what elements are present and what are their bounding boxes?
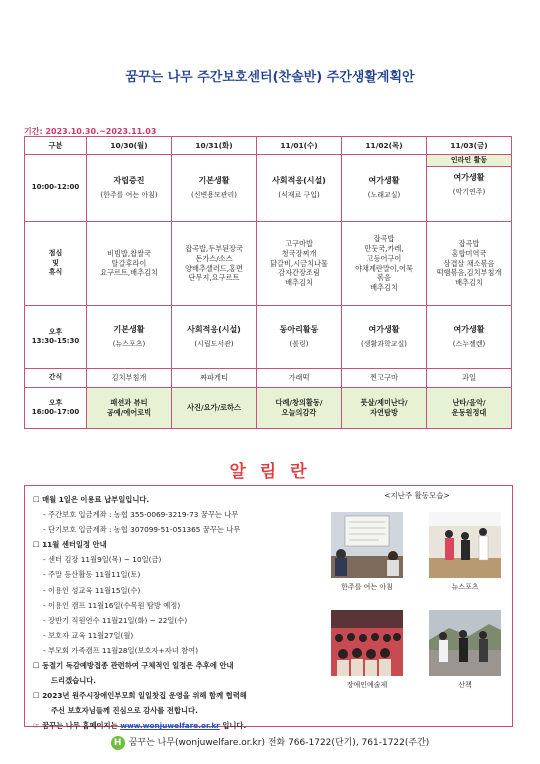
page-title: 꿈꾸는 나무 주간보호센터(찬솔반) 주간생활계획안 [125, 70, 415, 85]
activity-cell [342, 306, 427, 369]
snack-cell: 찐고구마 [342, 369, 427, 388]
menu-cell: 잡곡밥,두부된장국 돈가스/소스 양배추샐러드,홍면 단무지,요구르트 [172, 222, 257, 306]
notice-line: ☐ 매월 1일은 이용료 납부일입니다. [33, 495, 150, 504]
activity-detail: (한주를 여는 아침) [100, 190, 158, 199]
activity-detail: (뉴스포츠) [112, 339, 146, 348]
activity-cell [257, 155, 342, 222]
row-label: 10:00-12:00 [25, 155, 87, 222]
online-activity-label: 인라인 활동 [427, 155, 511, 167]
activity-cell [342, 155, 427, 222]
footer-contact: 꿈꾸는 나무(wonjuwelfare.or.kr) 전화 766-1722(단기), 761-1722(주간) [128, 738, 430, 748]
activity-detail: (스누젤렌) [452, 339, 486, 348]
row-label: 오후 16:00-17:00 [25, 388, 87, 429]
photo-new-sports [429, 512, 501, 578]
day-header: 11/01(수) [257, 137, 342, 155]
schedule-row-afternoon [25, 306, 512, 369]
snack-cell: 짜파게티 [172, 369, 257, 388]
snack-cell: 가래떡 [257, 369, 342, 388]
program-cell: 난타/음악/ 운동원정대 [427, 388, 512, 429]
activity-cell [172, 155, 257, 222]
photo-art-festival [331, 610, 403, 676]
homepage-link[interactable]: www.wonjuwelfare.or.kr [120, 721, 220, 731]
activity-detail: (생활과학교실) [360, 339, 408, 348]
center-logo-icon: H [111, 736, 125, 750]
notice-line: - 이용인 캠프 11월16일(수목원 탐방 예정) [43, 600, 181, 610]
activity-cell [427, 155, 512, 222]
photo-caption: 장애인예술제 [346, 681, 388, 689]
activity-detail: (볼링) [289, 339, 309, 348]
activity-detail: (신변용모관리) [190, 190, 238, 199]
activity-title: 사회적응(시설) [187, 324, 241, 334]
activity-cell [87, 155, 172, 222]
notice-box [24, 485, 513, 731]
photo-walk [429, 610, 501, 676]
menu-cell: 잡곡밥 홍합미역국 삼겹살 채소볶음 떡햄볶음,김치부침개 배추김치 [427, 222, 512, 306]
activity-cell [172, 306, 257, 369]
photo-caption: 산책 [458, 681, 472, 689]
row-label: 오후 13:30-15:30 [25, 306, 87, 369]
activity-cell [427, 306, 512, 369]
notice-title: 알 림 란 [229, 462, 311, 482]
notice-lines [33, 492, 331, 734]
notice-line: - 주말 등산활동 11월11일(토) [43, 570, 141, 580]
photo-caption: 뉴스포츠 [451, 583, 479, 591]
program-cell: 패션과 뷰티 공예/에어로빅 [87, 388, 172, 429]
notice-line: ☐ 동절기 독감예방접종 관련하여 구체적인 일정은 추후에 안내 [33, 661, 234, 671]
photo-morning-meeting [331, 512, 403, 578]
period-label: 기간: 2023.10.30.~2023.11.03 [24, 127, 157, 136]
activity-detail: (시립도서관) [194, 339, 234, 348]
photo-gallery [325, 490, 509, 722]
activity-title: 동아리활동 [279, 324, 319, 334]
corner-cell: 구분 [25, 137, 87, 155]
schedule-row-snack [25, 369, 512, 388]
activity-detail: (노래교실) [367, 190, 401, 199]
menu-cell: 비빔밥,찹쌀국 탈갈후라이 요구르트,배추김치 [87, 222, 172, 306]
activity-detail: (악기연주) [452, 188, 486, 197]
schedule-header-row [25, 137, 512, 155]
activity-title: 여가생활 [368, 175, 400, 185]
day-header: 10/30(월) [87, 137, 172, 155]
schedule-row-morning [25, 155, 512, 222]
activity-title: 자립증진 [113, 175, 145, 185]
notice-line: - 이용인 성교육 11월15일(수) [43, 585, 141, 595]
row-label: 점심 및 휴식 [25, 222, 87, 306]
activity-title: 여가생활 [453, 324, 485, 334]
notice-line: - 보호자 교육 11월27일(월) [43, 630, 134, 640]
day-header: 11/02(목) [342, 137, 427, 155]
schedule-row-lunch [25, 222, 512, 306]
program-cell: 다례/창의활동/ 오늘의감각 [257, 388, 342, 429]
notice-line: - 주간보호 입금계좌 : 농협 355-0069-3219-73 꿈꾸는 나무 [43, 510, 239, 520]
snack-cell: 과일 [427, 369, 512, 388]
gallery-title: <지난주 활동모습> [384, 491, 450, 500]
footer [0, 735, 540, 750]
activity-title: 여가생활 [368, 324, 400, 334]
photo-caption: 한주를 여는 아침 [341, 583, 393, 591]
activity-title: 기본생활 [198, 175, 230, 185]
homepage-suffix: 입니다. [222, 721, 247, 731]
activity-detail: (식재료 구입) [278, 190, 320, 199]
day-header: 10/31(화) [172, 137, 257, 155]
menu-cell: 고구마밥 청국장찌개 닭갈비,시금치나물 감자간장조림 배추김치 [257, 222, 342, 306]
row-label: 간식 [25, 369, 87, 388]
program-cell: 사진/요가/로하스 [172, 388, 257, 429]
schedule-table [24, 136, 512, 429]
activity-title: 여가생활 [453, 173, 485, 183]
activity-cell [87, 306, 172, 369]
notice-line: - 단기보호 입금계좌 : 농협 307099-51-051365 꿈꾸는 나무 [43, 525, 241, 535]
program-cell: 풋살/제미난다/ 자연탐방 [342, 388, 427, 429]
homepage-line [33, 718, 331, 733]
homepage-prefix: ☞ 꿈꾸는 나무 홈페이지는 [33, 721, 118, 731]
notice-line: ☐ 11월 센터일정 안내 [33, 540, 107, 550]
notice-line: 주신 보호자님들께 진심으로 감사를 전합니다. [51, 706, 198, 716]
activity-title: 기본생활 [113, 324, 145, 334]
activity-cell [257, 306, 342, 369]
notice-line: - 장반기 직원연수 11월21일(화) ~ 22일(수) [43, 615, 188, 625]
activity-title: 사회적응(시설) [272, 175, 326, 185]
menu-cell: 잡곡밥 만둣국,카레, 고등어구이 야채계란말이,어묵 볶음 배추김치 [342, 222, 427, 306]
notice-line: ☐ 2023년 원주시장애인부모회 일일찻집 운영을 위해 함께 협력해 [33, 691, 247, 701]
schedule-row-late-afternoon [25, 388, 512, 429]
snack-cell: 김치부침개 [87, 369, 172, 388]
day-header: 11/03(금) [427, 137, 512, 155]
notice-line: - 센터 김장 11월9일(목) ~ 10일(금) [43, 555, 162, 565]
notice-line: - 부모회 가족캠프 11월28일(보호자+자녀 참여) [43, 645, 199, 655]
notice-line: 드리겠습니다. [51, 676, 97, 686]
